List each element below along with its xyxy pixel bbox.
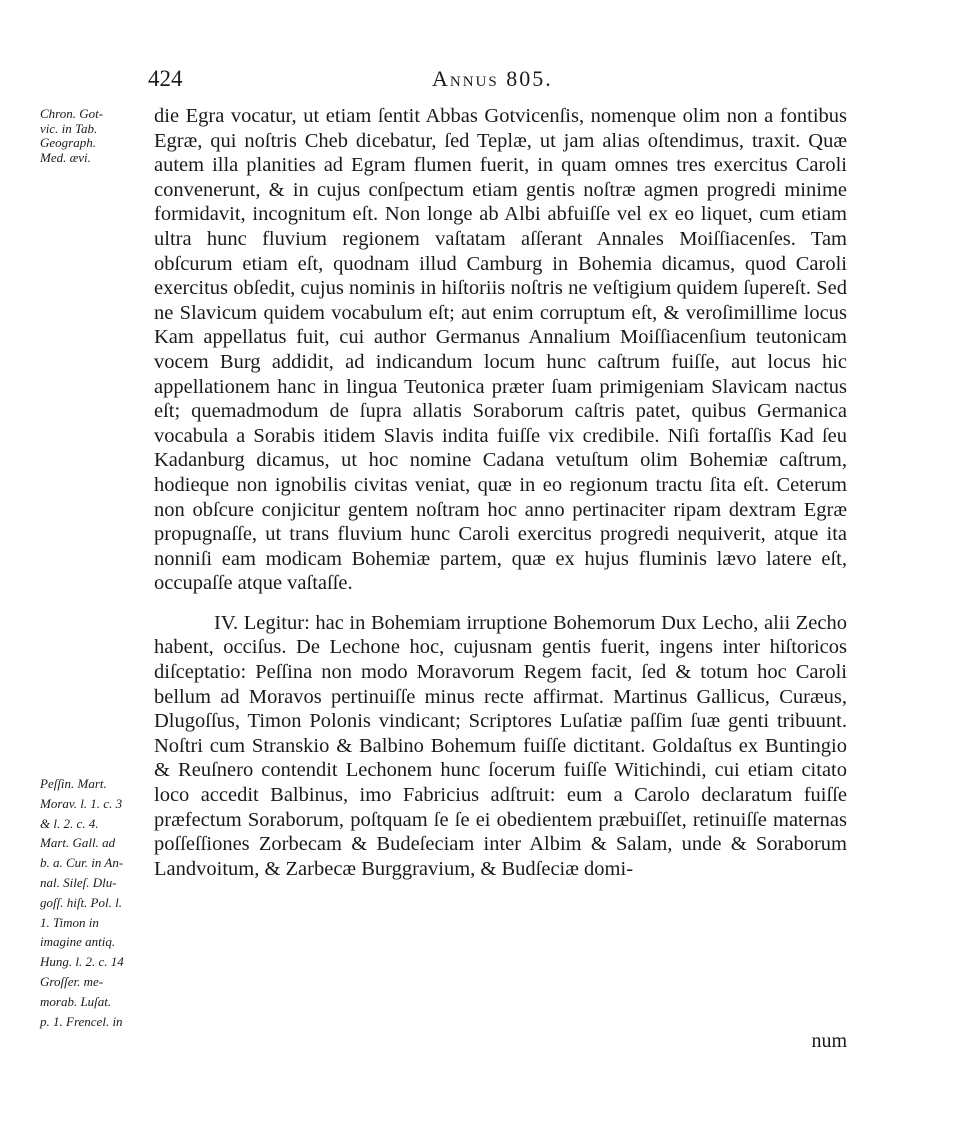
main-text bbox=[154, 104, 847, 881]
margin-note-chronicle: Chron. Got- vic. in Tab. Geograph. Med. ævi. bbox=[40, 106, 104, 165]
page-header bbox=[0, 66, 960, 96]
paragraph: IV. Legitur: hac in Bohemiam irruptione Bohemorum Dux Lecho, alii Zecho habent, occiſus. De Lechone hoc, cujusnam gentis fuerit, ingens inter hiſtoricos diſceptatio: Peſſina non modo Moravorum Regem facit, ſed & totum hoc Caroli bellum ad Moravos pertinuiſſe minus recte affirmat. Martinus Gallicus, Curæus, Dlugoſſus, Timon Polonis vindicant; Scriptores Luſatiæ paſſim ſuæ genti tribuunt. Noſtri cum Stranskio & Balbino Bohemum fuiſſe dictitant. Goldaſtus ex Buntingio & Reuſnero contendit Lechonem hunc ſocerum fuiſſe Witichindi, cui etiam citato loco accedit Balbinus, imo Fabricius adſtruit: eum a Carolo declaratum fuiſſe præfectum Soraborum, poſtquam ſe ſe ei obedientem præbuiſſet, retinuiſſe maternas poſſeſſiones Zorbecam & Budeſeciam inter Albim & Salam, unde & Soraborum Landvoitum, & Zarbecæ Burggravium, & Budſeciæ domi- bbox=[154, 611, 847, 880]
margin-note-sources: Peſſin. Mart. Morav. l. 1. c. 3 & l. 2. c. 4. Mart. Gall. ad b. a. Cur. in An- nal. Sileſ. Dlu- goſſ. hiſt. Pol. l. 1. Timon in imagine antiq. Hung. l. 2. c. 14 Groſſer. me- morab. Luſat. p. 1. Frencel. in bbox=[40, 776, 124, 1029]
page-number: 424 bbox=[148, 66, 183, 91]
catchword: num bbox=[811, 1030, 847, 1052]
running-head: Annus 805. bbox=[432, 66, 553, 91]
paragraph: die Egra vocatur, ut etiam ſentit Abbas Gotvicenſis, nomenque olim non a fontibus Egræ, qui noſtris Cheb dicebatur, ſed Teplæ, ut jam alias oſtendimus, traxit. Quæ autem illa planities ad Egram flumen fuerit, in quam omnes tres exercitus Caroli convenerunt, & in cujus conſpectum etiam gentis noſtræ agmen progredi minime formidavit, incognitum eſt. Non longe ab Albi abfuiſſe vel ex eo liquet, cum etiam ultra hunc fluvium regionem vaſtatam aſſerant Annales Moiſſiacenſes. Tam obſcurum etiam eſt, quodnam illud Camburg in Bohemia dicamus, quod Caroli exercitus obſedit, cujus nominis in hiſtoriis noſtris ne veſtigium quidem ſupereſt. Sed ne Slavicum quidem vocabulum eſt; aut enim corruptum eſt, & veroſimillime locus Kam appellatus fuit, cui author Germanus Annalium Moiſſiacenſium teutonicam vocem Burg addidit, ad indicandum locum hunc caſtrum fuiſſe, aut locus hic appellationem hanc in lingua Teutonica præter ſuam primigeniam Slavicam nactus eſt; quemadmodum de ſupra allatis Soraborum caſtris patet, quibus Germanica vocabula a Sorabis itidem Slavis indita fuiſſe vix credibile. Niſi fortaſſis Kad ſeu Kadanburg dicamus, ut hoc nomine Cadana vetuſtum olim Bohemiæ caſtrum, hodieque non ignobilis civitas veniat, quæ in eo regionum tractu ſita eſt. Ceterum non obſcure conjicitur gentem noſtram hoc anno pertinaciter ripam dextram Egræ propugnaſſe, ut trans fluvium hunc Caroli exercitus progredi nequiverit, atque ita nonniſi eam modicam Bohemiæ partem, quæ ex hujus fluminis lævo latere eſt, occupaſſe atque vaſtaſſe. bbox=[154, 105, 847, 595]
